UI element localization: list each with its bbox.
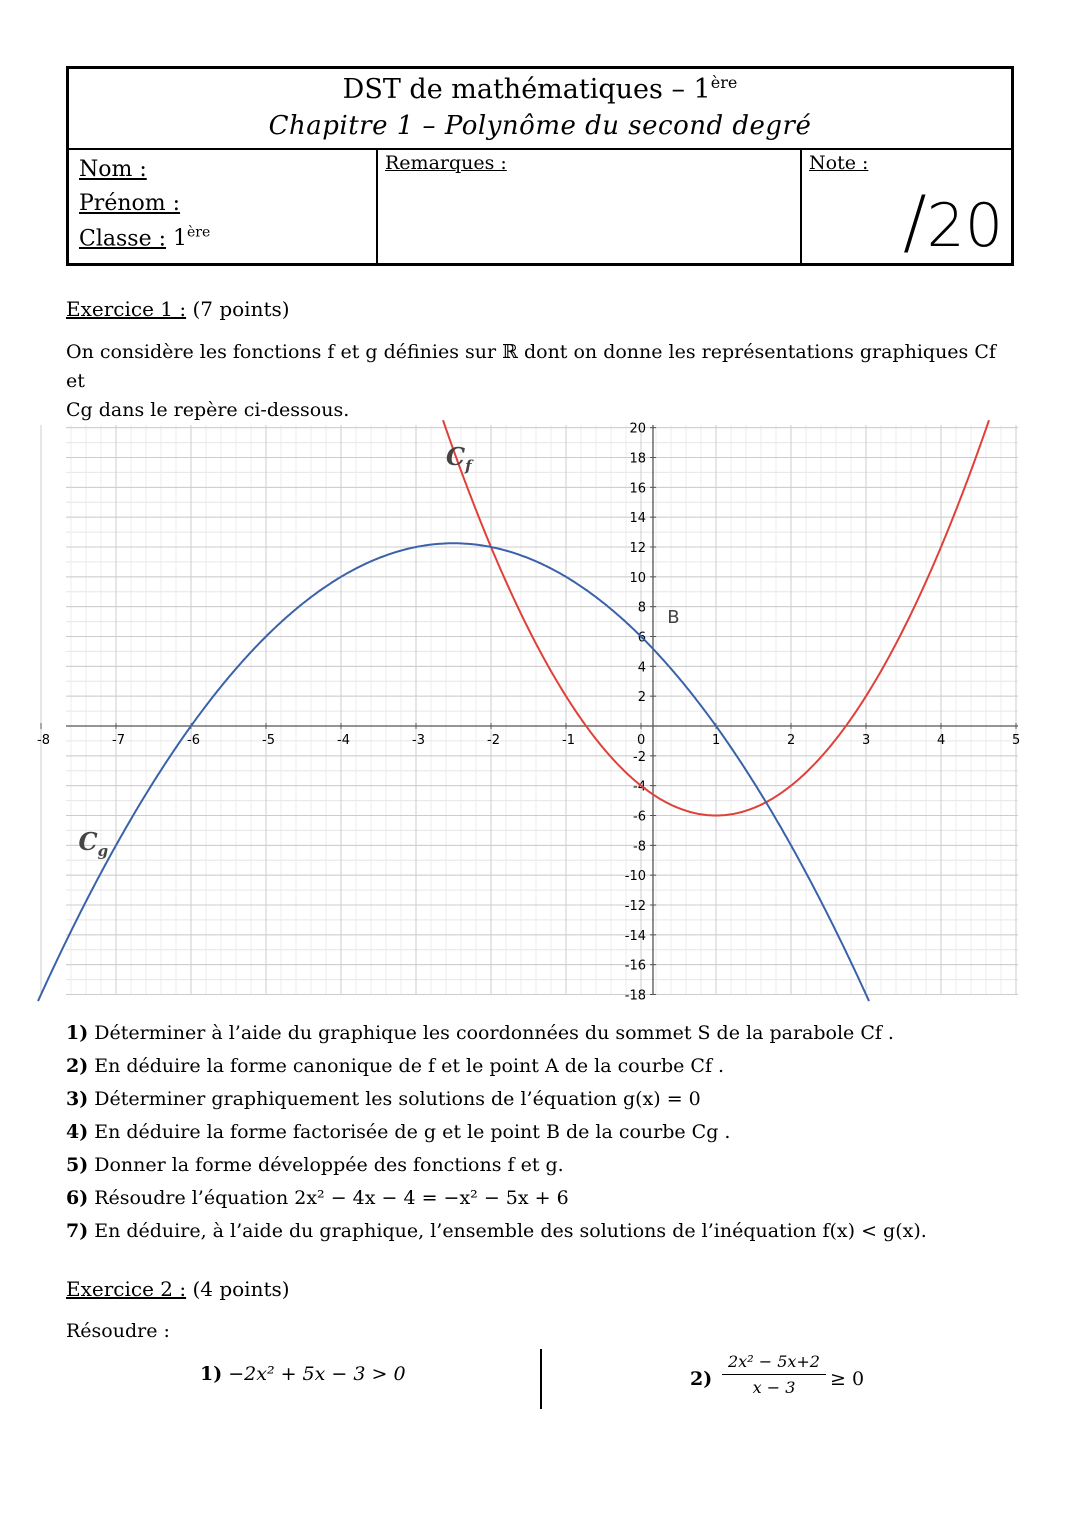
curve-labels [79,442,680,860]
document-title: DST de mathématiques – 1ère [342,73,738,105]
prenom-label: Prénom : [79,191,181,216]
y-tick-label: -16 [624,958,646,974]
y-tick-label: 14 [629,511,646,527]
x-tick-label: -1 [562,733,575,748]
x-tick-label: 5 [1012,733,1021,748]
column-divider-2 [800,148,802,263]
classe-label: Classe : [79,226,166,252]
intro-line-2: Cg dans le repère ci-dessous. [66,399,350,421]
curve-label-b: B [667,607,680,629]
y-tick-label: 8 [637,600,646,616]
question-5: 5) Donner la forme développée des fonctions f et g. [66,1154,564,1176]
exercise2-heading: Exercice 2 : (4 points) [66,1277,290,1301]
exercise1-intro [66,338,1016,425]
question-3: 3) Déterminer graphiquement les solutions de l’équation g(x) = 0 [66,1088,701,1110]
header-divider [69,148,1011,150]
x-tick-label: -6 [187,733,200,748]
x-tick-label: -2 [487,733,500,748]
axes [66,425,1021,995]
exercise2-divider [540,1349,542,1409]
fraction-denominator: x − 3 [752,1378,796,1397]
question-4: 4) En déduire la forme factorisée de g et le point B de la courbe Cg . [66,1121,731,1143]
question-1: 1) Déterminer à l’aide du graphique les coordonnées du sommet S de la parabole Cf . [66,1022,894,1044]
y-tick-label: -2 [633,749,646,765]
note-label: Note : [809,152,869,174]
y-tick-label: 6 [637,630,646,646]
nom-label: Nom : [79,157,147,182]
header-box [66,66,1014,266]
y-tick-label: -8 [633,839,646,855]
function-graph [37,421,1021,1004]
x-tick-label: -8 [37,733,50,748]
exercise2-question-1: 1) −2x² + 5x − 3 > 0 [200,1363,406,1385]
x-tick-label: 0 [637,733,646,748]
y-tick-label: 20 [629,421,646,437]
y-tick-label: 18 [629,451,646,467]
y-tick-label: -4 [633,779,646,795]
x-tick-label: 4 [937,733,946,748]
column-divider-1 [376,148,378,263]
question-7: 7) En déduire, à l’aide du graphique, l’ensemble des solutions de l’inéquation f(x) < g(x). [66,1220,927,1242]
exercise2-question-2-num: 2) [690,1368,713,1390]
exercise2-fraction [722,1352,826,1397]
classe-field [79,225,210,251]
y-tick-label: -14 [624,928,646,944]
intro-line-1: On considère les fonctions f et g définies sur ℝ dont on donne les représentations graphiques Cf et [66,341,996,392]
note-total: /20 [903,181,1003,263]
y-tick-label: -18 [624,988,646,1004]
remarques-label: Remarques : [385,152,507,174]
y-tick-label: 16 [629,481,646,497]
x-tick-label: -7 [112,733,125,748]
y-tick-label: -6 [633,809,646,825]
x-tick-label: 3 [862,733,871,748]
y-tick-label: 2 [637,690,646,706]
x-tick-label: -5 [262,733,275,748]
question-6: 6) Résoudre l’équation 2x² − 4x − 4 = −x² − 5x + 6 [66,1187,569,1209]
exercise2-intro: Résoudre : [66,1320,170,1342]
y-tick-label: -10 [624,869,646,885]
y-tick-label: 12 [629,541,646,556]
x-tick-label: -3 [412,733,425,748]
fraction-numerator: 2x² − 5x+2 [728,1352,820,1371]
curve-label-cg: $C_g$ [78,826,109,860]
question-2: 2) En déduire la forme canonique de f et le point A de la courbe Cf . [66,1055,725,1077]
exercise1-heading: Exercice 1 : (7 points) [66,297,290,321]
curve-cg [38,543,869,1001]
chapter-subtitle: Chapitre 1 – Polynôme du second degré [268,111,812,141]
grid-minor [66,425,1021,995]
fraction-bar [722,1374,826,1375]
classe-value: 1ère [173,225,211,252]
exercise2-relation: ≥ 0 [830,1368,865,1390]
curve-label-cf: $C_f$ [446,441,472,475]
x-tick-label: 1 [712,733,721,748]
x-tick-label: -4 [337,733,350,748]
y-tick-label: -12 [624,899,646,914]
y-tick-label: 10 [629,570,646,586]
tick-labels [37,422,1020,1004]
x-tick-label: 2 [787,733,796,748]
grid-major [41,425,1021,995]
y-tick-label: 4 [637,660,646,676]
